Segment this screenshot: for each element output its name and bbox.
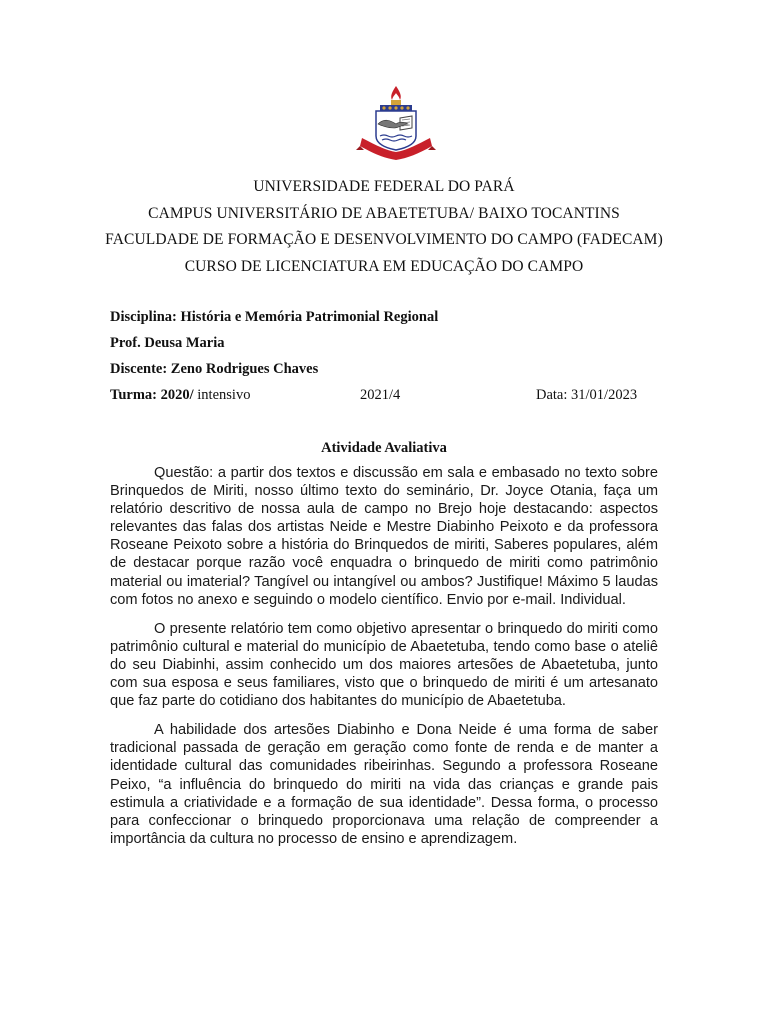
campus-name: CAMPUS UNIVERSITÁRIO DE ABAETETUBA/ BAIXO TOCANTINS [148, 204, 620, 222]
document-body [110, 464, 658, 859]
course-info [110, 306, 670, 410]
activity-title: Atividade Avaliativa [321, 440, 447, 456]
turma-row [110, 384, 670, 410]
disciplina-line: Disciplina: História e Memória Patrimonial Regional [110, 309, 439, 325]
university-crest-icon [356, 84, 436, 164]
periodo-value: 2021/4 [360, 387, 401, 403]
turma-value: intensivo [193, 387, 251, 403]
course-name: CURSO DE LICENCIATURA EM EDUCAÇÃO DO CAMPO [184, 258, 584, 276]
body-paragraph: O presente relatório tem como objetivo apresentar o brinquedo do miriti como patrimônio cultural e material do município de Abaetetuba, tendo como base o ateliê do seu Diabinhi, assim conhecido um dos maiores artesões de Abaetetuba, junto com sua esposa e seus familiares, visto que o brinquedo de miriti é um artesanato que faz parte do cotidiano dos habitantes do município de Abaetetuba. [110, 620, 658, 710]
question-paragraph: Questão: a partir dos textos e discussão em sala e embasado no texto sobre Brinquedos de Miriti, nosso último texto do seminário, Dr. Joyce Otania, faça um relatório descritivo de nossa aula de campo no Brejo hoje destacando: aspectos relevantes das falas dos artistas Neide e Mestre Diabinho Peixoto e da professora Roseane Peixoto sobre a história do Brinquedos de miriti, Saberes populares, além de destacar porque razão você enquadra o brinquedo de miriti como patrimônio material ou imaterial? Tangível ou intangível ou ambos? Justifique! Máximo 5 laudas com fotos no anexo e seguindo o modelo científico. Envio por e-mail. Individual. [110, 465, 658, 608]
university-name: UNIVERSIDADE FEDERAL DO PARÁ [253, 178, 515, 195]
date-value: Data: 31/01/2023 [536, 387, 638, 403]
turma-label: Turma: 2020/ [110, 387, 194, 403]
discente-line: Discente: Zeno Rodrigues Chaves [110, 361, 319, 377]
professor-line: Prof. Deusa Maria [110, 335, 225, 351]
body-paragraph: A habilidade dos artesões Diabinho e Dona Neide é uma forma de saber tradicional passada de geração em geração como fonte de renda e de manter a identidade cultural das comunidades ribeirinhas. Segundo a professora Roseane Peixo, “a influência do brinquedo do miriti na vida das crianças e grande pais estimula a criatividade e a formação de sua identidade”. Dessa forma, o processo para confeccionar o brinquedo proporcionava uma relação de compreender a importância da cultura no processo de ensino e aprendizagem. [110, 722, 658, 847]
institution-header [0, 174, 768, 281]
faculty-name: FACULDADE DE FORMAÇÃO E DESENVOLVIMENTO DO CAMPO (FADECAM) [105, 231, 663, 249]
